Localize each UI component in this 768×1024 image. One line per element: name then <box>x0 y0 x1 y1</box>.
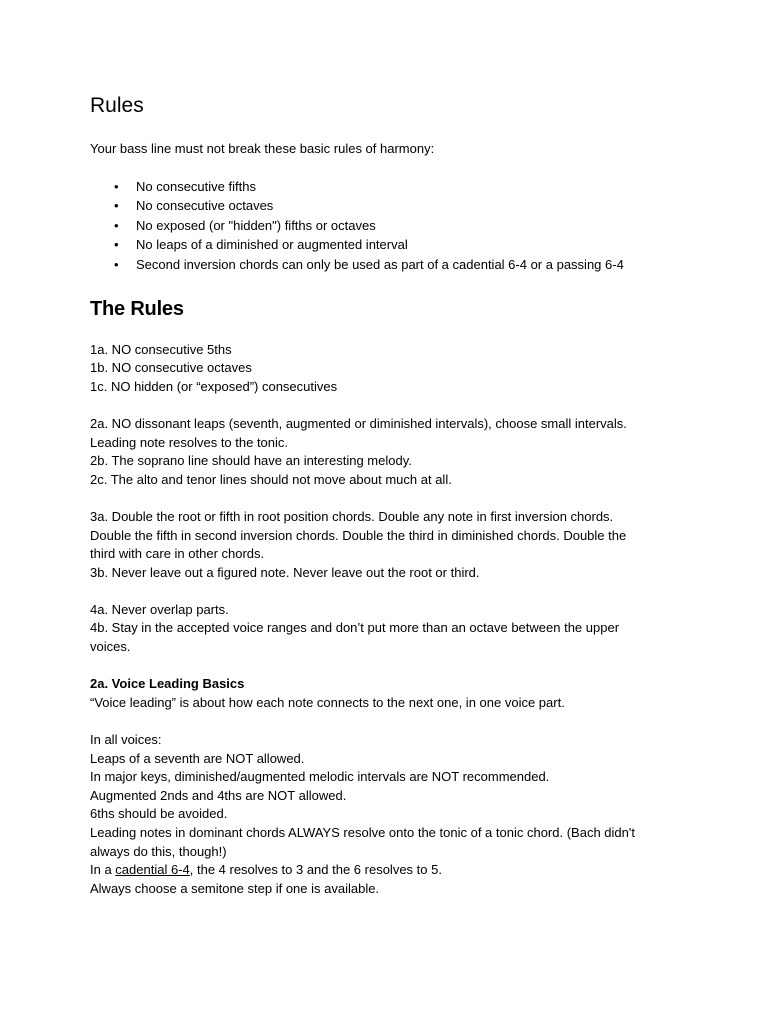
rule-line: voices. <box>90 639 131 655</box>
spacer <box>90 657 690 676</box>
rule-line: 4b. Stay in the accepted voice ranges and don’t put more than an octave between the upper <box>90 620 620 636</box>
rule-line: Augmented 2nds and 4ths are NOT allowed. <box>90 787 347 803</box>
list-item-text: No consecutive octaves <box>136 198 274 214</box>
voice-leading-heading: 2a. Voice Leading Basics <box>90 676 245 692</box>
section-title-the-rules: The Rules <box>90 297 184 320</box>
voice-leading-section <box>90 675 690 898</box>
rule-line: Double the fifth in second inversion chords. Double the third in diminished chords. Double the <box>90 527 627 543</box>
document-page <box>90 92 690 898</box>
rule-line: 2c. The alto and tenor lines should not move about much at all. <box>90 471 452 487</box>
list-item <box>90 196 690 216</box>
bullet-icon: • <box>114 217 119 233</box>
rule-line: Always choose a semitone step if one is available. <box>90 880 380 896</box>
rule-group-1 <box>90 341 690 397</box>
section-title-rules: Rules <box>90 94 144 117</box>
spacer <box>90 396 690 415</box>
cadential-prefix: In a <box>90 862 116 878</box>
cadential-suffix: , the 4 resolves to 3 and the 6 resolves to 5. <box>189 862 442 878</box>
bullet-icon: • <box>114 178 119 194</box>
bullet-icon: • <box>114 256 119 272</box>
list-item <box>90 255 690 275</box>
rule-line: In all voices: <box>90 732 162 748</box>
list-item-text: Second inversion chords can only be used as part of a cadential 6-4 or a passing 6-4 <box>136 256 624 272</box>
rule-line: In major keys, diminished/augmented melodic intervals are NOT recommended. <box>90 769 550 785</box>
list-item <box>90 235 690 255</box>
spacer <box>90 712 690 731</box>
list-item-text: No consecutive fifths <box>136 178 256 194</box>
rule-line: 3b. Never leave out a figured note. Never leave out the root or third. <box>90 564 480 580</box>
rule-line: third with care in other chords. <box>90 546 265 562</box>
intro-text: Your bass line must not break these basic rules of harmony: <box>90 141 435 156</box>
rule-line: Leading notes in dominant chords ALWAYS resolve onto the tonic of a tonic chord. (Bach didn't <box>90 825 635 840</box>
rule-line: Leading note resolves to the tonic. <box>90 434 289 450</box>
rule-line: 4a. Never overlap parts. <box>90 601 229 617</box>
rule-line: 6ths should be avoided. <box>90 806 228 822</box>
rule-line: 2b. The soprano line should have an interesting melody. <box>90 453 412 469</box>
list-item-text: No exposed (or "hidden") fifths or octaves <box>136 217 376 233</box>
bullet-icon: • <box>114 237 119 253</box>
list-item-text: No leaps of a diminished or augmented interval <box>136 237 408 253</box>
rule-line: Leaps of a seventh are NOT allowed. <box>90 750 305 766</box>
basic-rules-list <box>90 177 690 275</box>
list-item <box>90 216 690 236</box>
spacer <box>90 489 690 508</box>
rule-group-2 <box>90 415 690 489</box>
bullet-icon: • <box>114 198 119 214</box>
rule-line: 2a. NO dissonant leaps (seventh, augmented or diminished intervals), choose small intervals. <box>90 415 627 431</box>
rule-line: 1c. NO hidden (or “exposed”) consecutives <box>90 378 338 394</box>
rule-line: 3a. Double the root or fifth in root position chords. Double any note in first inversion chords. <box>90 508 614 524</box>
rule-line: 1b. NO consecutive octaves <box>90 360 252 376</box>
rule-line: always do this, though!) <box>90 843 227 859</box>
rule-line: 1a. NO consecutive 5ths <box>90 341 232 357</box>
cadential-6-4-link[interactable]: cadential 6-4 <box>115 862 190 878</box>
rule-group-4 <box>90 601 690 657</box>
cadential-rule-line <box>90 861 690 880</box>
voice-leading-definition: “Voice leading” is about how each note connects to the next one, in one voice part. <box>90 694 565 710</box>
list-item <box>90 177 690 197</box>
spacer <box>90 582 690 601</box>
rule-group-3 <box>90 508 690 582</box>
